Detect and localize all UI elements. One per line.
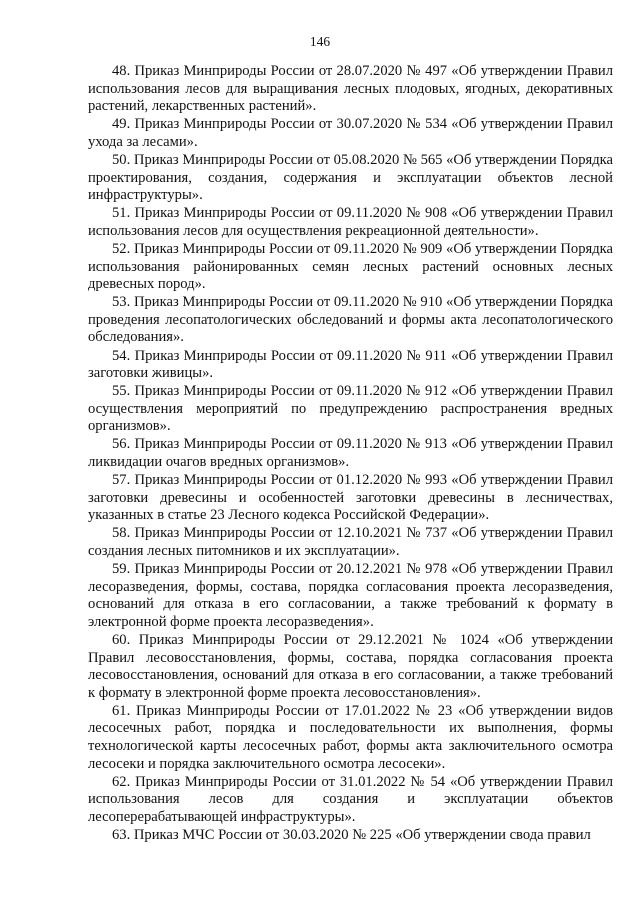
list-item-48: 48. Приказ Минприроды России от 28.07.2020 № 497 «Об утверждении Правил использования лесов для выращивания лесных плодовых, ягодных, декоративных растений, лекарственных растений».: [88, 63, 613, 115]
list-item-50: 50. Приказ Минприроды России от 05.08.2020 № 565 «Об утверждении Порядка проектирования, создания, содержания и эксплуатации объектов лесной инфраструктуры».: [88, 151, 613, 204]
list-item-62: 62. Приказ Минприроды России от 31.01.2022 № 54 «Об утверждении Правил использования лесов для создания и эксплуатации объектов лесоперерабатывающей инфраструктуры».: [88, 773, 613, 825]
list-item-49: 49. Приказ Минприроды России от 30.07.2020 № 534 «Об утверждении Правил ухода за лесами».: [88, 116, 613, 150]
list-item-58: 58. Приказ Минприроды России от 12.10.2021 № 737 «Об утверждении Правил создания лесных питомников и их эксплуатации».: [88, 525, 613, 560]
list-item-52: 52. Приказ Минприроды России от 09.11.2020 № 909 «Об утверждении Порядка использования районированных семян лесных растений основных лесных древесных пород».: [88, 240, 613, 293]
regulation-list: [88, 63, 613, 845]
list-item-59: 59. Приказ Минприроды России от 20.12.2021 № 978 «Об утверждении Правил лесоразведения, формы, состава, порядка согласования проекта лесоразведения, оснований для отказа в его согласовании, а также требований к формату в электронной форме проекта лесоразведения».: [88, 561, 613, 630]
list-item-51: 51. Приказ Минприроды России от 09.11.2020 № 908 «Об утверждении Правил использования лесов для осуществления рекреационной деятельности».: [88, 205, 613, 239]
list-item-63: 63. Приказ МЧС России от 30.03.2020 № 225 «Об утверждении свода правил: [112, 827, 591, 844]
list-item-53: 53. Приказ Минприроды России от 09.11.2020 № 910 «Об утверждении Порядка проведения лесопатологических обследований и формы акта лесопатологического обследования».: [88, 294, 613, 346]
list-item-60: 60. Приказ Минприроды России от 29.12.2021 № 1024 «Об утверждении Правил лесовосстановления, формы, состава, порядка согласования проекта лесовосстановления, оснований для отказа в его согласовании, а также требований к формату в электронной форме проекта лесовосстановления».: [88, 632, 613, 701]
list-item-55: 55. Приказ Минприроды России от 09.11.2020 № 912 «Об утверждении Правил осуществления мероприятий по предупреждению распространения вредных организмов».: [88, 383, 613, 435]
list-item-56: 56. Приказ Минприроды России от 09.11.2020 № 913 «Об утверждении Правил ликвидации очагов вредных организмов».: [88, 436, 613, 471]
list-item-57: 57. Приказ Минприроды России от 01.12.2020 № 993 «Об утверждении Правил заготовки древесины и особенностей заготовки древесины в лесничествах, указанных в статье 23 Лесного кодекса Российской Федерации».: [88, 472, 613, 524]
page-number: 146: [309, 34, 331, 49]
list-item-54: 54. Приказ Минприроды России от 09.11.2020 № 911 «Об утверждении Правил заготовки живицы».: [88, 347, 613, 382]
list-item-61: 61. Приказ Минприроды России от 17.01.2022 № 23 «Об утверждении видов лесосечных работ, порядка и последовательности их выполнения, формы технологической карты лесосечных работ, формы акта заключительного осмотра лесосеки и порядка заключительного осмотра лесосеки».: [88, 702, 613, 772]
